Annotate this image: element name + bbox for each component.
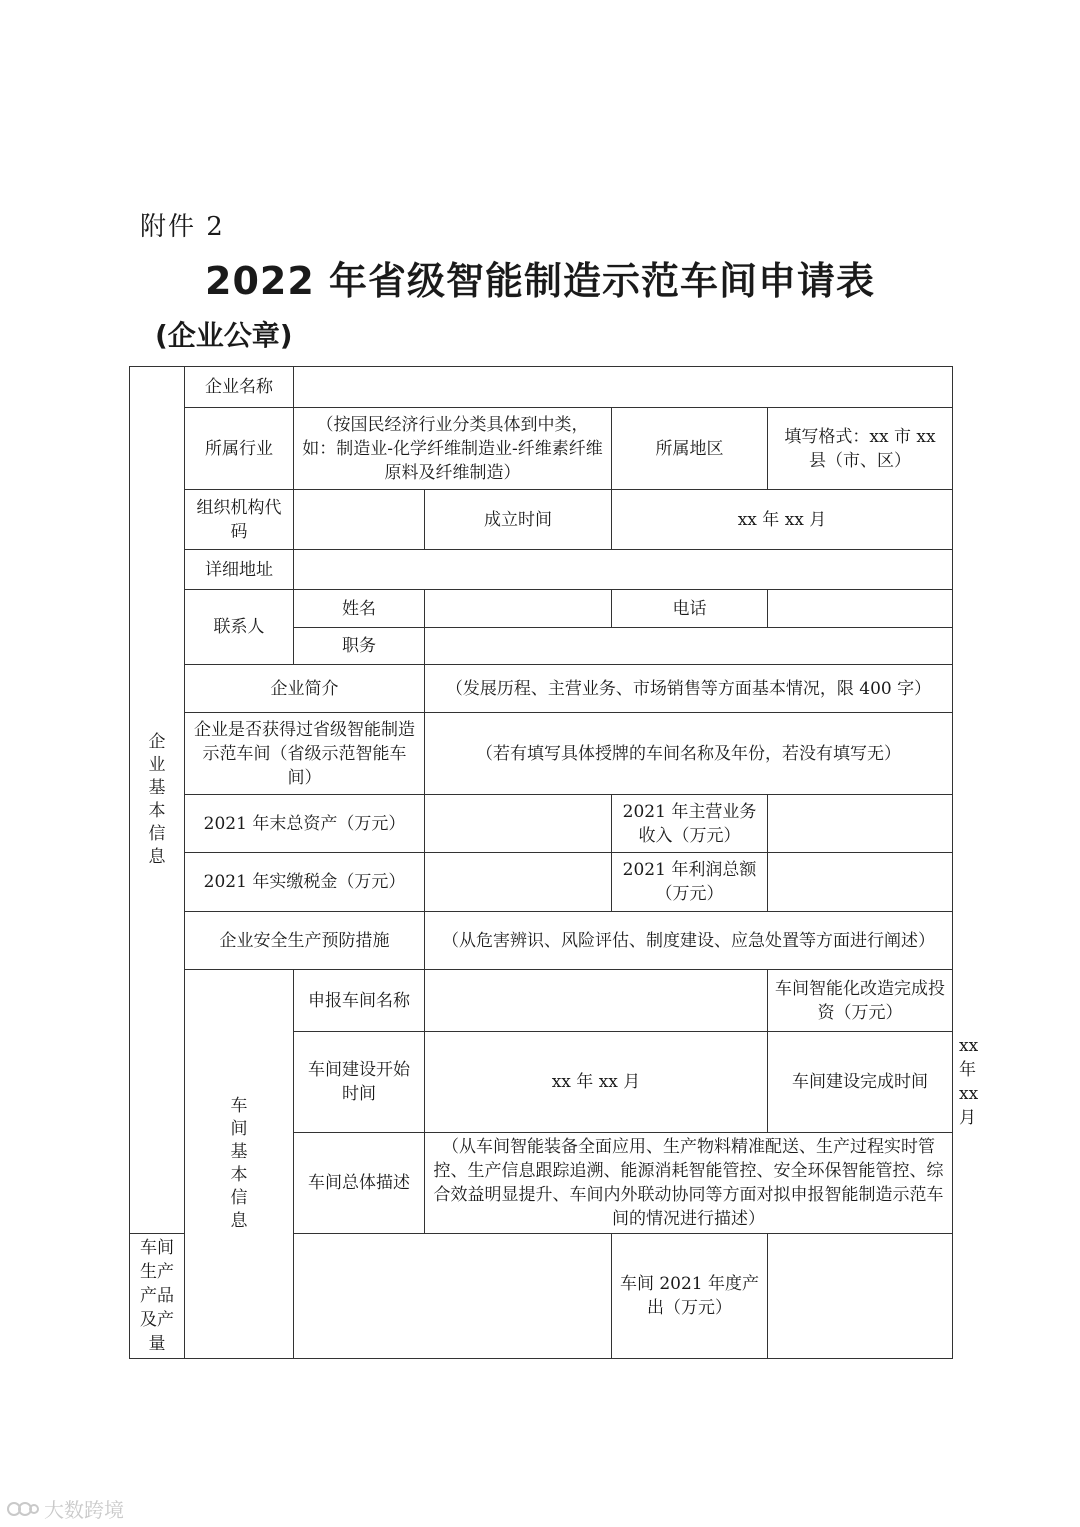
contact-label: 联系人: [185, 590, 294, 665]
region-field[interactable]: 填写格式：xx 市 xx 县（市、区）: [768, 408, 953, 490]
build-end-label: 车间建设完成时间: [768, 1032, 953, 1133]
attachment-label: 附件 2: [140, 212, 225, 242]
prior-award-field[interactable]: （若有填写具体授牌的车间名称及年份，若没有填写无）: [425, 713, 953, 795]
safety-label: 企业安全生产预防措施: [185, 912, 425, 970]
prior-award-label: 企业是否获得过省级智能制造示范车间（省级示范智能车间）: [185, 713, 425, 795]
taxes-label: 2021 年实缴税金（万元）: [185, 853, 425, 912]
contact-position-label: 职务: [294, 628, 425, 665]
overview-label: 车间总体描述: [294, 1133, 425, 1234]
contact-position-field[interactable]: [425, 628, 953, 665]
build-start-label: 车间建设开始时间: [294, 1032, 425, 1133]
application-form-table: 企业基本信息 企业名称 所属行业 （按国民经济行业分类具体到中类，如：制造业-化学纤维制造业-纤维素纤维原料及纤维制造） 所属地区 填写格式：xx 市 xx 县（市、区） 组织机构代码 成立时间 xx 年 xx 月 详细地址 联系人 姓名 电话 职务 企业简介 （发展历程、主营业务、市场销售等方面基本情况，限 400 字） 企业是否获得过省级智能制造示范车间（省级示范智能车间） （若有填写具体授牌的车间名称及年份，若没有填写无） 2021 年末总资产（万元） 2021 年主营业务收入（万元） 2021 年实缴税金（万元） 2021 年利润总额（万元） 企业安全生产预防措施 （从危害辨识、风险评估、制度建设、应急处置等方面进行阐述） 车间基本信息 申报车间名称 车间智能化改造完成投资（万元） 车间建设开始时间 xx 年 xx 月 车间建设完成时间 xx 年 xx 月 车间总体描述 （从车间智能装备全面应用、生产物料精准配送、生产过程实时管控、生产信息跟踪追溯、能源消耗智能管控、安全环保智能管控、综合效益明显提升、车间内外联动协同等方面对拟申报智能制造示范车间的情况进行描述） 车间生产产品及产量 车间 2021 年度产出（万元）: [129, 366, 953, 1359]
company-name-field[interactable]: [294, 367, 953, 408]
workshop-name-field[interactable]: [425, 970, 768, 1032]
industry-field[interactable]: （按国民经济行业分类具体到中类，如：制造业-化学纤维制造业-纤维素纤维原料及纤维制造）: [294, 408, 612, 490]
taxes-field[interactable]: [425, 853, 612, 912]
section-company-info-label: 企业基本信息: [148, 732, 166, 867]
contact-name-field[interactable]: [425, 590, 612, 628]
overview-field[interactable]: （从车间智能装备全面应用、生产物料精准配送、生产过程实时管控、生产信息跟踪追溯、能源消耗智能管控、安全环保智能管控、综合效益明显提升、车间内外联动协同等方面对拟申报智能制造示范车间的情况进行描述）: [425, 1133, 953, 1234]
established-field[interactable]: xx 年 xx 月: [612, 490, 953, 550]
products-label: 车间生产产品及产量: [130, 1234, 185, 1359]
profile-label: 企业简介: [185, 665, 425, 713]
form-title: 2022 年省级智能制造示范车间申请表: [205, 259, 875, 303]
main-revenue-field[interactable]: [768, 795, 953, 853]
profit-field[interactable]: [768, 853, 953, 912]
watermark-logo-icon: [6, 1499, 40, 1519]
output-label: 车间 2021 年度产出（万元）: [612, 1234, 768, 1359]
watermark: [6, 1494, 124, 1523]
total-assets-label: 2021 年末总资产（万元）: [185, 795, 425, 853]
company-seal-note: (企业公章): [155, 319, 293, 352]
output-field[interactable]: [768, 1234, 953, 1359]
profile-field[interactable]: （发展历程、主营业务、市场销售等方面基本情况，限 400 字）: [425, 665, 953, 713]
total-assets-field[interactable]: [425, 795, 612, 853]
safety-field[interactable]: （从危害辨识、风险评估、制度建设、应急处置等方面进行阐述）: [425, 912, 953, 970]
address-label: 详细地址: [185, 550, 294, 590]
main-revenue-label: 2021 年主营业务收入（万元）: [612, 795, 768, 853]
contact-phone-field[interactable]: [768, 590, 953, 628]
products-field[interactable]: [294, 1234, 612, 1359]
section-workshop-info-label: 车间基本信息: [230, 1096, 248, 1231]
company-name-label: 企业名称: [185, 367, 294, 408]
build-start-field[interactable]: xx 年 xx 月: [425, 1032, 768, 1133]
workshop-name-label: 申报车间名称: [294, 970, 425, 1032]
section-company-info: [130, 367, 185, 1234]
contact-name-label: 姓名: [294, 590, 425, 628]
contact-phone-label: 电话: [612, 590, 768, 628]
industry-label: 所属行业: [185, 408, 294, 490]
investment-label: 车间智能化改造完成投资（万元）: [768, 970, 953, 1032]
region-label: 所属地区: [612, 408, 768, 490]
watermark-text: 大数跨境: [44, 1498, 124, 1522]
org-code-field[interactable]: [294, 490, 425, 550]
profit-label: 2021 年利润总额（万元）: [612, 853, 768, 912]
address-field[interactable]: [294, 550, 953, 590]
org-code-label: 组织机构代码: [185, 490, 294, 550]
established-label: 成立时间: [425, 490, 612, 550]
section-workshop-info: [185, 970, 294, 1359]
